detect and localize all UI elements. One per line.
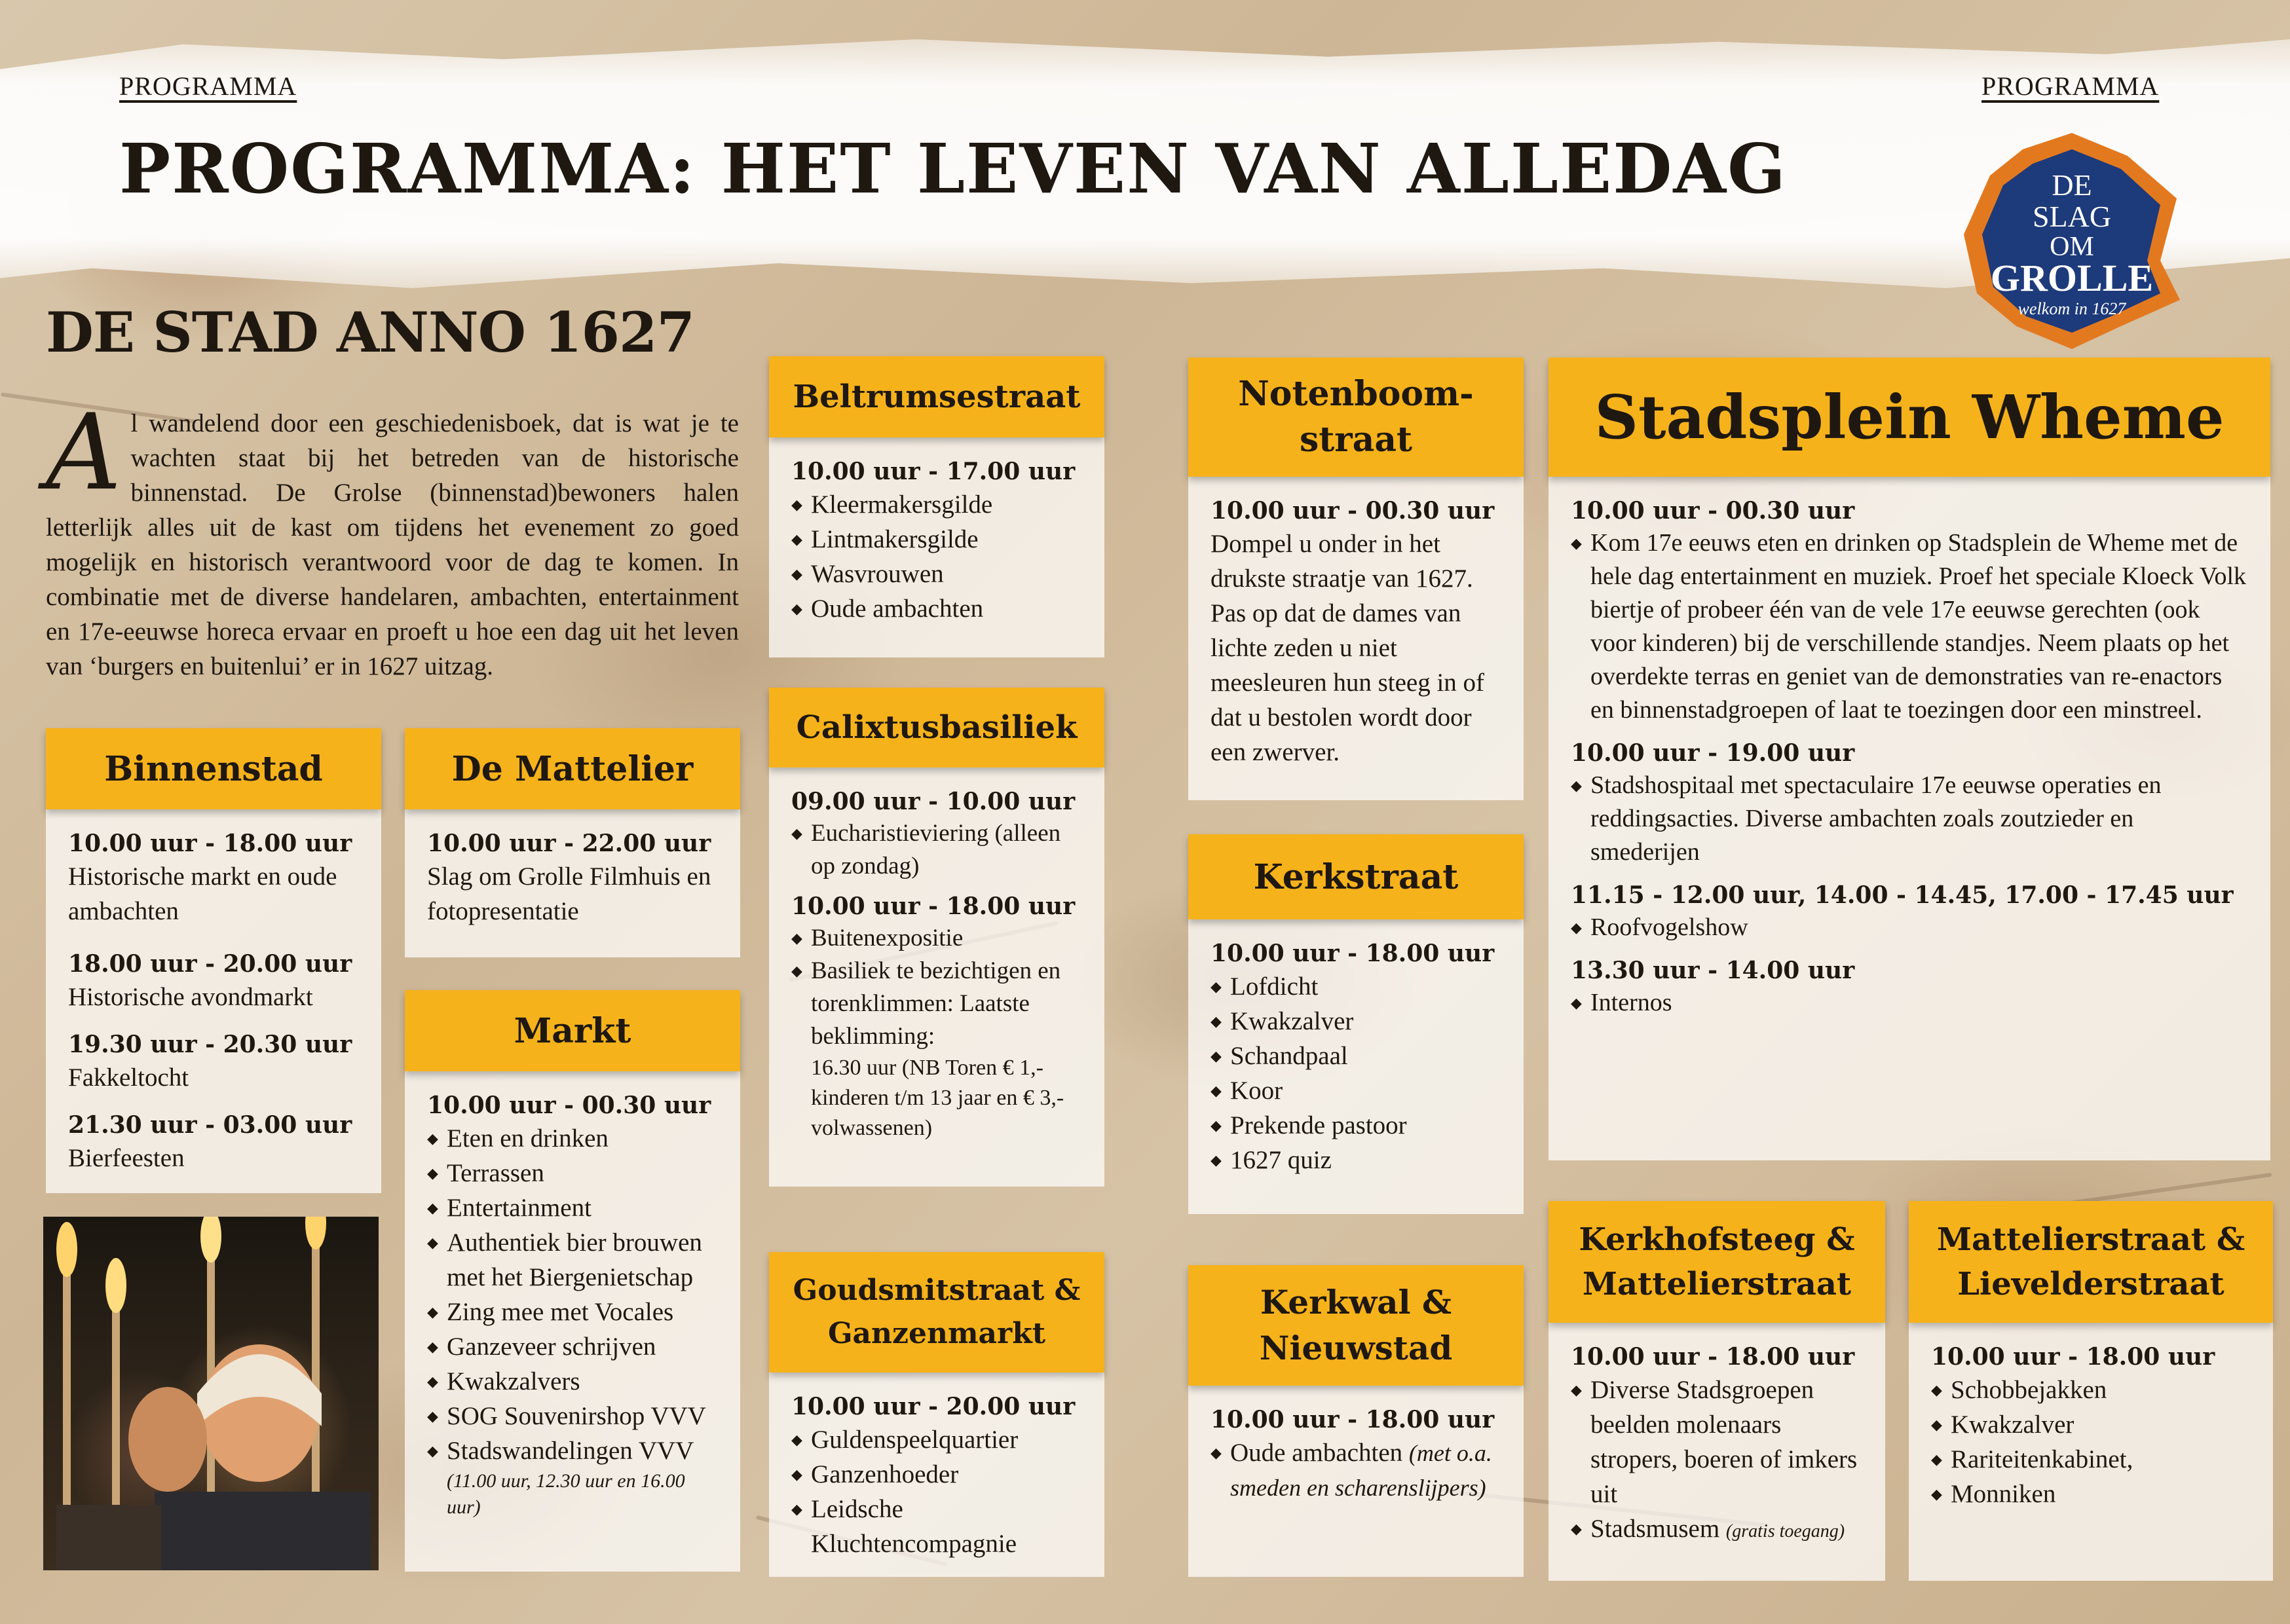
- time-label: 18.00 uur - 20.00 uur: [68, 950, 352, 978]
- card-notenboomstraat-title: Notenboom-straat: [1188, 358, 1524, 477]
- list-item: ◆ Zing mee met Vocales: [427, 1295, 718, 1329]
- slot-text: Slag om Grolle Filmhuis en fotopresentatie: [427, 862, 711, 925]
- card-goudsmitstraat: [769, 1252, 1104, 1577]
- list-item: ◆ Schobbejakken: [1931, 1373, 2251, 1407]
- note: (11.00 uur, 12.30 uur en 16.00 uur): [447, 1470, 685, 1518]
- note: (gratis toegang): [1725, 1521, 1845, 1541]
- list-item: ◆ Kleermakersgilde: [791, 487, 1082, 522]
- time-label: 09.00 uur - 10.00 uur: [791, 788, 1076, 815]
- list-item: ◆ Basiliek te bezichtigen en torenklimmen: Laatste beklimming:: [791, 955, 1082, 1053]
- list-item-text: Oude ambachten: [1230, 1439, 1403, 1467]
- time-label: 21.30 uur - 03.00 uur: [68, 1111, 352, 1139]
- list-item: ◆ Roofvogelshow: [1571, 911, 2248, 944]
- card-kerkwal-title: Kerkwal & Nieuwstad: [1188, 1265, 1524, 1386]
- card-lievelderstraat-title: Mattelierstraat & Lievelderstraat: [1909, 1201, 2273, 1323]
- list-item: [1571, 1511, 1863, 1546]
- card-markt: [405, 990, 740, 1572]
- list-item: ◆ Prekende pastoor: [1211, 1108, 1501, 1143]
- card-goudsmitstraat-title: Goudsmitstraat & Ganzenmarkt: [769, 1252, 1104, 1373]
- page-runner-left: PROGRAMMA: [119, 71, 297, 101]
- time-label: 10.00 uur - 00.30 uur: [427, 1092, 711, 1119]
- list-item: ◆ Buitenexpositie: [791, 922, 1082, 955]
- list-item: ◆ Authentiek bier brouwen met het Biergenietschap: [427, 1225, 718, 1295]
- list-item: ◆ Monniken: [1931, 1477, 2251, 1511]
- logo-tagline: welkom in 1627: [2018, 299, 2126, 318]
- section-title: DE STAD ANNO 1627: [46, 300, 694, 365]
- list-item: ◆ Diverse Stadsgroepen beelden molenaars stropers, boeren of imkers uit: [1571, 1373, 1863, 1511]
- card-kerkwal: [1188, 1265, 1524, 1577]
- list-item: [1211, 1435, 1501, 1505]
- time-label: 13.30 uur - 14.00 uur: [1571, 957, 1855, 984]
- list-item: ◆ Stadswandelingen VVV: [427, 1433, 718, 1468]
- page-runner-right: PROGRAMMA: [1981, 71, 2160, 101]
- logo-line-4: GROLLE: [1990, 257, 2154, 299]
- list-item-text: Stadsmusem: [1590, 1515, 1720, 1543]
- list-item: ◆ Ganzeveer schrijven: [427, 1329, 718, 1364]
- slot-text: Historische avondmarkt: [68, 983, 313, 1011]
- time-label: 10.00 uur - 17.00 uur: [791, 458, 1076, 485]
- card-stadsplein-wheme-title: Stadsplein Wheme: [1549, 358, 2270, 477]
- page-title: PROGRAMMA: HET LEVEN VAN ALLEDAG: [119, 128, 1787, 209]
- list-item: ◆ Lintmakersgilde: [791, 522, 1082, 557]
- card-binnenstad-title: Binnenstad: [46, 728, 381, 809]
- list-item: ◆ Internos: [1571, 986, 2248, 1020]
- tower-detail: 16.30 uur (NB Toren € 1,- kinderen t/m 13 jaar en € 3,- volwassenen): [811, 1056, 1064, 1140]
- list-item: ◆ Ganzenhoeder: [791, 1457, 1082, 1492]
- list-item: ◆ Guldenspeelquartier: [791, 1422, 1082, 1457]
- time-label: 10.00 uur - 18.00 uur: [1211, 1406, 1495, 1433]
- slot-text: Bierfeesten: [68, 1144, 185, 1172]
- list-item: ◆ Kwakzalver: [1931, 1407, 2251, 1442]
- card-calixtusbasiliek: [769, 688, 1104, 1187]
- logo-line-3: OM: [2050, 232, 2094, 262]
- list-item: ◆ Kwakzalvers: [427, 1364, 718, 1399]
- card-notenboomstraat: [1188, 358, 1524, 800]
- note: (met o.a. smeden en scharenslijpers): [1230, 1440, 1492, 1501]
- card-calixtusbasiliek-title: Calixtusbasiliek: [769, 688, 1104, 767]
- list-item: ◆ Koor: [1211, 1073, 1501, 1108]
- time-label: 10.00 uur - 18.00 uur: [1571, 1343, 1855, 1371]
- time-label: 10.00 uur - 22.00 uur: [427, 830, 711, 857]
- list-item: ◆ Wasvrouwen: [791, 557, 1082, 591]
- time-label: 10.00 uur - 20.00 uur: [791, 1393, 1076, 1420]
- slot-text: Historische markt en oude ambachten: [68, 862, 337, 925]
- card-markt-title: Markt: [405, 990, 740, 1071]
- card-mattelier-title: De Mattelier: [405, 728, 740, 809]
- list-item: ◆ Kwakzalver: [1211, 1004, 1501, 1039]
- list-item: ◆ 1627 quiz: [1211, 1143, 1501, 1177]
- list-item: ◆ Leidsche Kluchtencompagnie: [791, 1492, 1082, 1561]
- time-label: 10.00 uur - 00.30 uur: [1211, 497, 1495, 525]
- card-beltrumsestraat-title: Beltrumsestraat: [769, 356, 1104, 437]
- list-item: ◆ Eten en drinken: [427, 1121, 718, 1156]
- time-label: 10.00 uur - 18.00 uur: [1931, 1343, 2215, 1371]
- time-label: 10.00 uur - 00.30 uur: [1571, 497, 1855, 525]
- slot-text: Fakkeltocht: [68, 1063, 189, 1092]
- logo-line-1: DE: [2052, 168, 2092, 202]
- list-item: ◆ Lofdicht: [1211, 969, 1501, 1004]
- list-item: ◆ Schandpaal: [1211, 1039, 1501, 1073]
- card-kerkhofsteeg-title: Kerkhofsteeg & Mattelierstraat: [1549, 1201, 1885, 1323]
- list-item: ◆ Entertainment: [427, 1190, 718, 1225]
- time-label: 10.00 uur - 19.00 uur: [1571, 739, 1855, 767]
- slag-om-grolle-logo: [1964, 130, 2180, 352]
- dropcap: A: [46, 391, 122, 513]
- card-kerkstraat-title: Kerkstraat: [1188, 834, 1524, 919]
- time-label: 19.30 uur - 20.30 uur: [68, 1031, 352, 1058]
- time-label: 10.00 uur - 18.00 uur: [791, 893, 1076, 920]
- list-item: ◆ SOG Souvenirshop VVV: [427, 1399, 718, 1433]
- card-kerkstraat: [1188, 834, 1524, 1214]
- card-stadsplein-wheme: [1549, 358, 2270, 1160]
- time-label: 10.00 uur - 18.00 uur: [68, 830, 352, 857]
- card-beltrumsestraat: [769, 356, 1104, 657]
- card-kerkhofsteeg: [1549, 1201, 1885, 1581]
- list-item: ◆ Oude ambachten: [791, 591, 1082, 626]
- intro-text: l wandelend door een geschiedenisboek, dat is wat je te wachten staat bij het betreden van de historische binnenstad. De Grolse (binnenstad)bewoners halen letterlijk alles uit de kast om tijdens het evenement zo goed mogelijk en historisch verantwoord voor de dag te komen. In combinatie met de diverse handelaren, ambachten, entertainment en 17e-eeuwse horeca ervaar en proeft u hoe een dag uit het leven van ‘burgers en buitenlui’ er in 1627 uitzag.: [46, 409, 739, 680]
- slot-text: Dompel u onder in het drukste straatje van 1627. Pas op dat de dames van lichte zeden u niet meesleuren hun steeg in of dat u bestolen wordt door een zwerver.: [1211, 530, 1485, 766]
- card-binnenstad: [46, 728, 381, 1193]
- time-label: 10.00 uur - 18.00 uur: [1211, 940, 1495, 967]
- list-item: ◆ Kom 17e eeuws eten en drinken op Stadsplein de Wheme met de hele dag entertainment en muziek. Proef het speciale Kloeck Volk biertje of probeer één van de vele 17e eeuwse gerechten (ook voor kinderen) bij de verschillende standjes. Neem plaats op het overdekte terras en geniet van de demonstraties van re-enactors en binnenstadgroepen of laat te toezingen door een minstreel.: [1571, 526, 2248, 727]
- intro-paragraph: [46, 391, 739, 684]
- list-item: ◆ Stadshospitaal met spectaculaire 17e eeuwse operaties en reddingsacties. Diverse ambachten zoals zoutzieder en smederijen: [1571, 769, 2248, 869]
- list-item: ◆ Eucharistieviering (alleen op zondag): [791, 817, 1082, 883]
- list-item: ◆ Terrassen: [427, 1156, 718, 1190]
- torchlight-photo: [43, 1217, 379, 1570]
- list-item: ◆ Rariteitenkabinet,: [1931, 1442, 2251, 1477]
- logo-line-2: SLAG: [2032, 200, 2112, 233]
- card-lievelderstraat: [1909, 1201, 2273, 1581]
- time-label: 11.15 - 12.00 uur, 14.00 - 14.45, 17.00 - 17.45 uur: [1571, 881, 2234, 909]
- card-mattelier: [405, 728, 740, 957]
